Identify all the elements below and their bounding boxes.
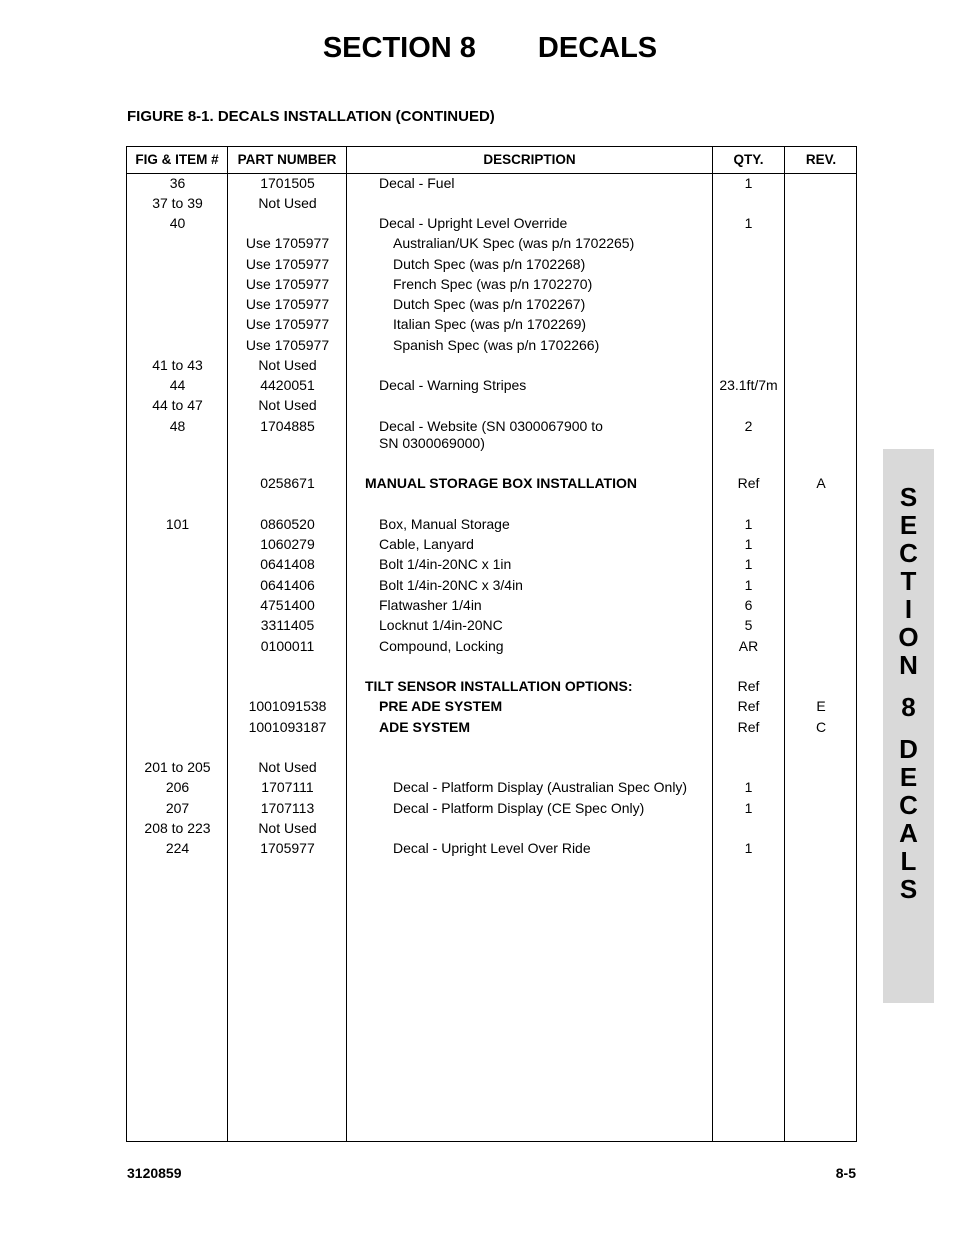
- qty-cell: 1: [744, 779, 753, 795]
- part-number-cell: Use 1705977: [245, 256, 330, 272]
- side-tab-letter: E: [899, 762, 918, 792]
- qty-cell: 1: [744, 175, 753, 191]
- side-tab-letter: T: [900, 566, 917, 596]
- fig-cell: 40: [169, 215, 186, 231]
- qty-cell: Ref: [737, 475, 760, 491]
- part-number-cell: 0100011: [260, 638, 315, 654]
- description-cell: Dutch Spec (was p/n 1702267): [393, 296, 586, 312]
- description-cell: Decal - Upright Level Override: [379, 215, 568, 231]
- part-number-cell: 3311405: [260, 617, 315, 633]
- qty-cell: 1: [744, 577, 753, 593]
- part-number-cell: 0641406: [260, 577, 315, 593]
- description-cell-continued: SN 0300069000): [379, 435, 485, 451]
- parts-table: [126, 146, 857, 1142]
- side-tab-letter: I: [904, 594, 913, 624]
- part-number-cell: Use 1705977: [245, 296, 330, 312]
- part-number-cell: 1707111: [261, 779, 314, 795]
- fig-cell: 41 to 43: [152, 357, 203, 373]
- fig-cell: 44: [169, 377, 186, 393]
- col-header-rev: REV.: [805, 152, 837, 167]
- rev-cell: C: [815, 719, 827, 735]
- col-header-part-number: PART NUMBER: [237, 152, 337, 167]
- fig-cell: 208 to 223: [144, 820, 211, 836]
- part-number-cell: 1701505: [260, 175, 315, 191]
- description-cell: Compound, Locking: [379, 638, 504, 654]
- description-cell: Decal - Platform Display (CE Spec Only): [393, 800, 645, 816]
- part-number-cell: 1705977: [260, 840, 315, 856]
- description-cell: Box, Manual Storage: [379, 516, 510, 532]
- description-cell: Italian Spec (was p/n 1702269): [393, 316, 587, 332]
- qty-cell: 1: [744, 840, 753, 856]
- qty-cell: 23.1ft/7m: [719, 377, 778, 393]
- qty-cell: 5: [744, 617, 753, 633]
- description-cell: Decal - Website (SN 0300067900 to: [379, 418, 603, 434]
- side-tab-label: [883, 483, 934, 903]
- side-tab-letter: D: [899, 734, 918, 764]
- qty-cell: 1: [744, 556, 753, 572]
- side-tab-letter: N: [899, 650, 918, 680]
- side-tab-letter: A: [899, 818, 918, 848]
- description-cell: Flatwasher 1/4in: [379, 597, 482, 613]
- section-name: DECALS: [537, 32, 658, 64]
- description-cell: Locknut 1/4in-20NC: [379, 617, 503, 633]
- side-tab-letter: S: [899, 482, 918, 512]
- part-number-cell: Not Used: [258, 357, 317, 373]
- section-side-tab: [883, 449, 934, 1003]
- description-cell: Cable, Lanyard: [379, 536, 474, 552]
- description-cell: PRE ADE SYSTEM: [379, 698, 503, 714]
- fig-cell: 206: [165, 779, 190, 795]
- description-cell: TILT SENSOR INSTALLATION OPTIONS:: [365, 678, 633, 694]
- doc-number: 3120859: [127, 1165, 182, 1181]
- part-number-cell: Not Used: [258, 820, 317, 836]
- part-number-cell: 1001091538: [248, 698, 327, 714]
- part-number-cell: Not Used: [258, 397, 317, 413]
- rev-cell: A: [816, 475, 826, 491]
- part-number-cell: Use 1705977: [245, 337, 330, 353]
- description-cell: MANUAL STORAGE BOX INSTALLATION: [365, 475, 637, 491]
- fig-cell: 48: [169, 418, 186, 434]
- col-header-description: DESCRIPTION: [483, 152, 576, 167]
- qty-cell: 1: [744, 516, 753, 532]
- fig-cell: 207: [165, 800, 190, 816]
- description-cell: Bolt 1/4in-20NC x 3/4in: [379, 577, 523, 593]
- part-number-cell: 4751400: [260, 597, 315, 613]
- part-number-cell: 0860520: [260, 516, 315, 532]
- part-number-cell: 0641408: [260, 556, 315, 572]
- qty-cell: Ref: [737, 719, 760, 735]
- description-cell: Decal - Upright Level Over Ride: [393, 840, 591, 856]
- part-number-cell: Not Used: [258, 195, 317, 211]
- page-title: [0, 32, 954, 65]
- qty-cell: AR: [738, 638, 759, 654]
- part-number-cell: 4420051: [260, 377, 315, 393]
- fig-cell: 224: [165, 840, 190, 856]
- description-cell: ADE SYSTEM: [379, 719, 471, 735]
- qty-cell: 1: [744, 215, 753, 231]
- fig-cell: 101: [165, 516, 190, 532]
- side-tab-letter: [883, 721, 934, 735]
- side-tab-letter: [883, 679, 934, 693]
- part-number-cell: 1060279: [260, 536, 315, 552]
- side-tab-letter: L: [900, 846, 917, 876]
- side-tab-letter: C: [899, 790, 918, 820]
- fig-cell: 37 to 39: [152, 195, 203, 211]
- qty-cell: Ref: [737, 678, 760, 694]
- fig-cell: 44 to 47: [152, 397, 203, 413]
- description-cell: French Spec (was p/n 1702270): [393, 276, 593, 292]
- side-tab-letter: S: [899, 874, 918, 904]
- qty-cell: 2: [744, 418, 753, 434]
- description-cell: Bolt 1/4in-20NC x 1in: [379, 556, 512, 572]
- figure-title: FIGURE 8-1. DECALS INSTALLATION (CONTINUED): [127, 108, 495, 125]
- part-number-cell: Use 1705977: [245, 235, 330, 251]
- qty-cell: 6: [744, 597, 753, 613]
- qty-cell: 1: [744, 800, 753, 816]
- description-cell: Spanish Spec (was p/n 1702266): [393, 337, 600, 353]
- qty-cell: 1: [744, 536, 753, 552]
- part-number-cell: 1707113: [260, 800, 315, 816]
- part-number-cell: 1001093187: [248, 719, 327, 735]
- side-tab-letter: 8: [901, 692, 916, 722]
- part-number-cell: Not Used: [258, 759, 317, 775]
- side-tab-letter: O: [898, 622, 919, 652]
- col-header-qty: QTY.: [733, 152, 764, 167]
- page-number: 8-5: [835, 1165, 856, 1181]
- side-tab-letter: E: [899, 510, 918, 540]
- fig-cell: 36: [169, 175, 186, 191]
- side-tab-letter: C: [899, 538, 918, 568]
- part-number-cell: 0258671: [260, 475, 315, 491]
- description-cell: Decal - Fuel: [379, 175, 455, 191]
- description-cell: Decal - Platform Display (Australian Spec Only): [393, 779, 688, 795]
- rev-cell: E: [816, 698, 826, 714]
- col-header-fig: FIG & ITEM #: [135, 152, 219, 167]
- part-number-cell: Use 1705977: [245, 316, 330, 332]
- fig-cell: 201 to 205: [144, 759, 211, 775]
- description-cell: Dutch Spec (was p/n 1702268): [393, 256, 586, 272]
- description-cell: Australian/UK Spec (was p/n 1702265): [393, 235, 635, 251]
- part-number-cell: 1704885: [260, 418, 315, 434]
- qty-cell: Ref: [737, 698, 760, 714]
- section-number: SECTION 8: [322, 32, 476, 64]
- part-number-cell: Use 1705977: [245, 276, 330, 292]
- description-cell: Decal - Warning Stripes: [379, 377, 527, 393]
